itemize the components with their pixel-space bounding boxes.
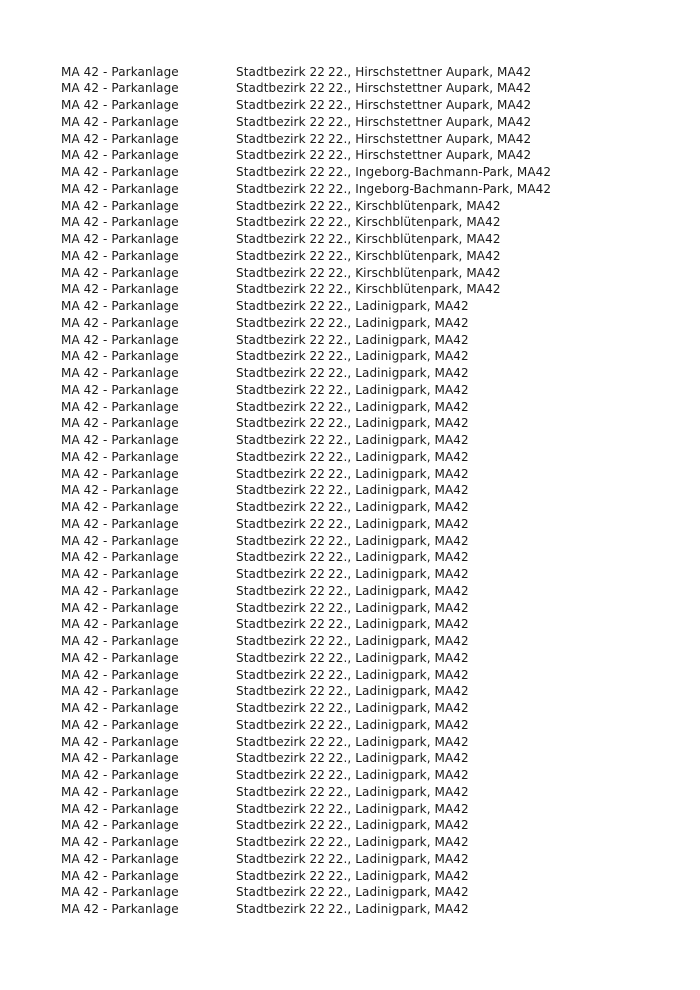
district-cell: Stadtbezirk 22 — [236, 165, 325, 179]
table-row — [0, 901, 700, 918]
department-cell: MA 42 - Parkanlage — [61, 248, 179, 263]
department-cell: MA 42 - Parkanlage — [61, 550, 179, 565]
district-cell: Stadtbezirk 22 — [236, 198, 325, 213]
department-cell: MA 42 - Parkanlage — [61, 567, 179, 581]
district-cell: Stadtbezirk 22 — [236, 466, 325, 481]
location-cell: 22., Ladinigpark, MA42 — [328, 868, 469, 883]
department-cell: MA 42 - Parkanlage — [61, 366, 179, 380]
location-cell: 22., Ladinigpark, MA42 — [328, 332, 469, 347]
location-cell: 22., Ladinigpark, MA42 — [328, 399, 469, 414]
table-row — [0, 482, 700, 499]
location-cell: 22., Ladinigpark, MA42 — [328, 299, 469, 313]
district-cell: Stadtbezirk 22 — [236, 617, 325, 632]
district-cell: Stadtbezirk 22 — [236, 851, 325, 866]
location-cell: 22., Hirschstettner Aupark, MA42 — [328, 148, 532, 163]
table-row — [0, 566, 700, 583]
department-cell: MA 42 - Parkanlage — [61, 600, 179, 615]
district-cell: Stadtbezirk 22 — [236, 734, 325, 749]
table-row — [0, 181, 700, 198]
department-cell: MA 42 - Parkanlage — [61, 500, 179, 514]
table-row — [0, 750, 700, 767]
location-cell: 22., Kirschblütenpark, MA42 — [328, 215, 501, 230]
table-row — [0, 147, 700, 164]
table-row — [0, 332, 700, 349]
table-row — [0, 717, 700, 734]
location-cell: 22., Kirschblütenpark, MA42 — [328, 198, 501, 213]
location-cell: 22., Hirschstettner Aupark, MA42 — [328, 98, 532, 112]
table-row — [0, 533, 700, 550]
district-cell: Stadtbezirk 22 — [236, 550, 325, 565]
district-cell: Stadtbezirk 22 — [236, 433, 325, 447]
department-cell: MA 42 - Parkanlage — [61, 114, 179, 129]
table-row — [0, 415, 700, 432]
table-row — [0, 164, 700, 181]
table-row — [0, 281, 700, 298]
location-cell: 22., Ingeborg-Bachmann-Park, MA42 — [328, 165, 552, 179]
department-cell: MA 42 - Parkanlage — [61, 265, 179, 280]
table-row — [0, 667, 700, 684]
table-row — [0, 834, 700, 851]
location-cell: 22., Ladinigpark, MA42 — [328, 550, 469, 565]
location-cell: 22., Ladinigpark, MA42 — [328, 449, 469, 464]
location-cell: 22., Hirschstettner Aupark, MA42 — [328, 81, 532, 96]
location-cell: 22., Ladinigpark, MA42 — [328, 667, 469, 682]
location-cell: 22., Ladinigpark, MA42 — [328, 483, 469, 498]
location-cell: 22., Ladinigpark, MA42 — [328, 818, 469, 833]
table-row — [0, 683, 700, 700]
department-cell: MA 42 - Parkanlage — [61, 533, 179, 548]
district-cell: Stadtbezirk 22 — [236, 449, 325, 464]
table-row — [0, 600, 700, 617]
location-cell: 22., Ladinigpark, MA42 — [328, 349, 469, 364]
department-cell: MA 42 - Parkanlage — [61, 835, 179, 849]
district-cell: Stadtbezirk 22 — [236, 382, 325, 397]
location-cell: 22., Ladinigpark, MA42 — [328, 433, 469, 447]
location-cell: 22., Ladinigpark, MA42 — [328, 416, 469, 431]
location-cell: 22., Ladinigpark, MA42 — [328, 801, 469, 816]
department-cell: MA 42 - Parkanlage — [61, 885, 179, 900]
district-cell: Stadtbezirk 22 — [236, 902, 325, 916]
district-cell: Stadtbezirk 22 — [236, 835, 325, 849]
location-cell: 22., Ladinigpark, MA42 — [328, 366, 469, 380]
district-cell: Stadtbezirk 22 — [236, 416, 325, 431]
department-cell: MA 42 - Parkanlage — [61, 449, 179, 464]
table-row — [0, 248, 700, 265]
table-row — [0, 549, 700, 566]
department-cell: MA 42 - Parkanlage — [61, 131, 179, 146]
table-row — [0, 650, 700, 667]
district-cell: Stadtbezirk 22 — [236, 148, 325, 163]
table-row — [0, 365, 700, 382]
department-cell: MA 42 - Parkanlage — [61, 717, 179, 732]
department-cell: MA 42 - Parkanlage — [61, 64, 179, 79]
location-cell: 22., Kirschblütenpark, MA42 — [328, 248, 501, 263]
district-cell: Stadtbezirk 22 — [236, 248, 325, 263]
location-cell: 22., Kirschblütenpark, MA42 — [328, 232, 501, 246]
location-cell: 22., Ladinigpark, MA42 — [328, 567, 469, 581]
department-cell: MA 42 - Parkanlage — [61, 416, 179, 431]
district-cell: Stadtbezirk 22 — [236, 684, 325, 699]
location-cell: 22., Ladinigpark, MA42 — [328, 382, 469, 397]
district-cell: Stadtbezirk 22 — [236, 516, 325, 531]
table-row — [0, 382, 700, 399]
location-cell: 22., Ladinigpark, MA42 — [328, 684, 469, 699]
table-row — [0, 399, 700, 416]
location-cell: 22., Ladinigpark, MA42 — [328, 500, 469, 514]
table-row — [0, 784, 700, 801]
department-cell: MA 42 - Parkanlage — [61, 181, 179, 196]
district-cell: Stadtbezirk 22 — [236, 81, 325, 96]
location-cell: 22., Ladinigpark, MA42 — [328, 717, 469, 732]
department-cell: MA 42 - Parkanlage — [61, 801, 179, 816]
table-row — [0, 884, 700, 901]
district-cell: Stadtbezirk 22 — [236, 64, 325, 79]
department-cell: MA 42 - Parkanlage — [61, 617, 179, 632]
district-cell: Stadtbezirk 22 — [236, 282, 325, 297]
department-cell: MA 42 - Parkanlage — [61, 282, 179, 297]
district-cell: Stadtbezirk 22 — [236, 717, 325, 732]
district-cell: Stadtbezirk 22 — [236, 583, 325, 598]
table-row — [0, 298, 700, 315]
district-cell: Stadtbezirk 22 — [236, 98, 325, 112]
department-cell: MA 42 - Parkanlage — [61, 851, 179, 866]
location-cell: 22., Ladinigpark, MA42 — [328, 650, 469, 665]
table-row — [0, 198, 700, 215]
table-row — [0, 231, 700, 248]
district-cell: Stadtbezirk 22 — [236, 701, 325, 715]
location-cell: 22., Ladinigpark, MA42 — [328, 701, 469, 715]
table-row — [0, 432, 700, 449]
department-cell: MA 42 - Parkanlage — [61, 232, 179, 246]
department-cell: MA 42 - Parkanlage — [61, 165, 179, 179]
district-cell: Stadtbezirk 22 — [236, 299, 325, 313]
district-cell: Stadtbezirk 22 — [236, 332, 325, 347]
location-cell: 22., Ladinigpark, MA42 — [328, 768, 469, 782]
table-row — [0, 801, 700, 818]
department-cell: MA 42 - Parkanlage — [61, 148, 179, 163]
district-cell: Stadtbezirk 22 — [236, 399, 325, 414]
district-cell: Stadtbezirk 22 — [236, 483, 325, 498]
table-row — [0, 449, 700, 466]
district-cell: Stadtbezirk 22 — [236, 567, 325, 581]
department-cell: MA 42 - Parkanlage — [61, 198, 179, 213]
department-cell: MA 42 - Parkanlage — [61, 399, 179, 414]
location-cell: 22., Ladinigpark, MA42 — [328, 902, 469, 916]
district-cell: Stadtbezirk 22 — [236, 533, 325, 548]
table-row — [0, 851, 700, 868]
location-cell: 22., Hirschstettner Aupark, MA42 — [328, 114, 532, 129]
department-cell: MA 42 - Parkanlage — [61, 349, 179, 364]
table-row — [0, 616, 700, 633]
table-row — [0, 80, 700, 97]
location-cell: 22., Ladinigpark, MA42 — [328, 634, 469, 648]
district-cell: Stadtbezirk 22 — [236, 751, 325, 766]
department-cell: MA 42 - Parkanlage — [61, 516, 179, 531]
location-cell: 22., Ladinigpark, MA42 — [328, 734, 469, 749]
table-row — [0, 516, 700, 533]
department-cell: MA 42 - Parkanlage — [61, 751, 179, 766]
location-cell: 22., Ladinigpark, MA42 — [328, 583, 469, 598]
table-row — [0, 214, 700, 231]
department-cell: MA 42 - Parkanlage — [61, 382, 179, 397]
district-cell: Stadtbezirk 22 — [236, 784, 325, 799]
department-cell: MA 42 - Parkanlage — [61, 818, 179, 833]
table-row — [0, 466, 700, 483]
location-cell: 22., Ladinigpark, MA42 — [328, 751, 469, 766]
department-cell: MA 42 - Parkanlage — [61, 701, 179, 715]
table-row — [0, 700, 700, 717]
location-cell: 22., Kirschblütenpark, MA42 — [328, 282, 501, 297]
location-cell: 22., Ladinigpark, MA42 — [328, 315, 469, 330]
table-row — [0, 499, 700, 516]
location-cell: 22., Ingeborg-Bachmann-Park, MA42 — [328, 181, 552, 196]
location-cell: 22., Ladinigpark, MA42 — [328, 885, 469, 900]
district-cell: Stadtbezirk 22 — [236, 114, 325, 129]
department-cell: MA 42 - Parkanlage — [61, 784, 179, 799]
district-cell: Stadtbezirk 22 — [236, 801, 325, 816]
location-cell: 22., Ladinigpark, MA42 — [328, 617, 469, 632]
district-cell: Stadtbezirk 22 — [236, 634, 325, 648]
district-cell: Stadtbezirk 22 — [236, 650, 325, 665]
district-cell: Stadtbezirk 22 — [236, 768, 325, 782]
table-row — [0, 633, 700, 650]
department-cell: MA 42 - Parkanlage — [61, 650, 179, 665]
location-cell: 22., Hirschstettner Aupark, MA42 — [328, 131, 532, 146]
department-cell: MA 42 - Parkanlage — [61, 466, 179, 481]
department-cell: MA 42 - Parkanlage — [61, 299, 179, 313]
table-row — [0, 265, 700, 282]
department-cell: MA 42 - Parkanlage — [61, 768, 179, 782]
district-cell: Stadtbezirk 22 — [236, 885, 325, 900]
department-cell: MA 42 - Parkanlage — [61, 734, 179, 749]
location-cell: 22., Ladinigpark, MA42 — [328, 516, 469, 531]
district-cell: Stadtbezirk 22 — [236, 349, 325, 364]
table-row — [0, 64, 700, 81]
department-cell: MA 42 - Parkanlage — [61, 868, 179, 883]
department-cell: MA 42 - Parkanlage — [61, 634, 179, 648]
table-row — [0, 817, 700, 834]
department-cell: MA 42 - Parkanlage — [61, 81, 179, 96]
location-cell: 22., Ladinigpark, MA42 — [328, 600, 469, 615]
district-cell: Stadtbezirk 22 — [236, 315, 325, 330]
district-cell: Stadtbezirk 22 — [236, 265, 325, 280]
department-cell: MA 42 - Parkanlage — [61, 433, 179, 447]
table-row — [0, 131, 700, 148]
table-row — [0, 734, 700, 751]
table-row — [0, 868, 700, 885]
location-cell: 22., Ladinigpark, MA42 — [328, 784, 469, 799]
department-cell: MA 42 - Parkanlage — [61, 902, 179, 916]
district-cell: Stadtbezirk 22 — [236, 600, 325, 615]
department-cell: MA 42 - Parkanlage — [61, 315, 179, 330]
district-cell: Stadtbezirk 22 — [236, 868, 325, 883]
department-cell: MA 42 - Parkanlage — [61, 215, 179, 230]
district-cell: Stadtbezirk 22 — [236, 131, 325, 146]
district-cell: Stadtbezirk 22 — [236, 667, 325, 682]
department-cell: MA 42 - Parkanlage — [61, 667, 179, 682]
table-row — [0, 583, 700, 600]
department-cell: MA 42 - Parkanlage — [61, 583, 179, 598]
location-cell: 22., Ladinigpark, MA42 — [328, 533, 469, 548]
department-cell: MA 42 - Parkanlage — [61, 332, 179, 347]
table-row — [0, 114, 700, 131]
records-list — [0, 64, 700, 918]
table-row — [0, 315, 700, 332]
department-cell: MA 42 - Parkanlage — [61, 98, 179, 112]
table-row — [0, 767, 700, 784]
district-cell: Stadtbezirk 22 — [236, 818, 325, 833]
table-row — [0, 97, 700, 114]
location-cell: 22., Ladinigpark, MA42 — [328, 466, 469, 481]
district-cell: Stadtbezirk 22 — [236, 215, 325, 230]
department-cell: MA 42 - Parkanlage — [61, 483, 179, 498]
location-cell: 22., Ladinigpark, MA42 — [328, 851, 469, 866]
district-cell: Stadtbezirk 22 — [236, 181, 325, 196]
location-cell: 22., Ladinigpark, MA42 — [328, 835, 469, 849]
district-cell: Stadtbezirk 22 — [236, 500, 325, 514]
location-cell: 22., Kirschblütenpark, MA42 — [328, 265, 501, 280]
department-cell: MA 42 - Parkanlage — [61, 684, 179, 699]
district-cell: Stadtbezirk 22 — [236, 366, 325, 380]
district-cell: Stadtbezirk 22 — [236, 232, 325, 246]
location-cell: 22., Hirschstettner Aupark, MA42 — [328, 64, 532, 79]
table-row — [0, 348, 700, 365]
